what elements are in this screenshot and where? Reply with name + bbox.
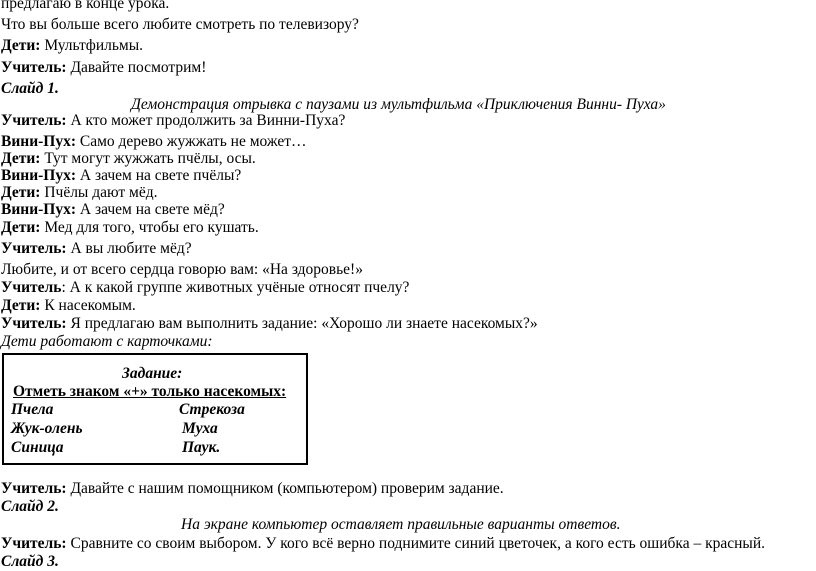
- task-title: Задание:: [122, 365, 183, 382]
- card-item: Синица: [11, 439, 64, 456]
- speaker-label: Учитель:: [1, 240, 67, 257]
- speech-text: Давайте с нашим помощником (компьютером) проверим задание.: [66, 480, 504, 497]
- text-line: предлагаю в конце урока.: [1, 0, 170, 12]
- card-item: Муха: [182, 420, 218, 437]
- speech-text: Я предлагаю вам выполнить задание: «Хорошо ли знаете насекомых?»: [66, 315, 538, 332]
- card-item: Паук.: [182, 439, 221, 456]
- dialogue-line: [1, 37, 143, 55]
- speaker-label: Учитель:: [1, 59, 67, 76]
- dialogue-line: [1, 167, 241, 185]
- card-item: Жук-олень: [11, 420, 83, 437]
- speech-text: А зачем на свете пчёлы?: [76, 167, 242, 184]
- dialogue-line: [1, 219, 259, 237]
- text-line: Любите, и от всего сердца говорю вам: «На здоровье!»: [1, 261, 363, 278]
- speech-text: Тут могут жужжать пчёлы, осы.: [40, 150, 256, 167]
- dialogue-line: [1, 184, 157, 202]
- task-instruction: Отметь знаком «+» только насекомых:: [13, 383, 287, 400]
- speaker-label: Дети:: [1, 150, 41, 167]
- stage-direction: На экране компьютер оставляет правильные варианты ответов.: [181, 516, 621, 533]
- slide-label: Слайд 1.: [1, 80, 59, 97]
- speech-text: Мед для того, чтобы его кушать.: [40, 219, 259, 236]
- speech-text: Сравните со своим выбором. У кого всё верно поднимите синий цветочек, а кого есть ошибка – красный.: [66, 535, 766, 552]
- speech-text: К насекомым.: [40, 297, 136, 314]
- speaker-label: Учитель:: [1, 535, 67, 552]
- dialogue-line: [1, 240, 192, 258]
- card-item: Пчела: [11, 401, 54, 418]
- speech-text: Давайте посмотрим!: [66, 59, 207, 76]
- dialogue-line: [1, 150, 256, 168]
- slide-label: Слайд 3.: [1, 553, 59, 570]
- stage-direction: Демонстрация отрывка с паузами из мультфильма «Приключения Винни- Пуха»: [131, 96, 666, 113]
- speaker-label: Дети:: [1, 297, 41, 314]
- dialogue-line: [1, 112, 345, 130]
- speaker-label: Дети:: [1, 184, 41, 201]
- speaker-label: Вини-Пух:: [1, 133, 77, 150]
- dialogue-line: [1, 133, 307, 151]
- speech-text: А кто может продолжить за Винни-Пуха?: [66, 112, 346, 129]
- speaker-label: Учитель: [1, 279, 62, 296]
- slide-label: Слайд 2.: [1, 498, 59, 515]
- speech-text: Само дерево жужжать не может…: [76, 133, 307, 150]
- speaker-label: Учитель:: [1, 480, 67, 497]
- dialogue-line: [1, 279, 409, 297]
- dialogue-line: [1, 480, 504, 498]
- stage-direction: Дети работают с карточками:: [1, 333, 213, 350]
- speech-text: А зачем на свете мёд?: [76, 201, 225, 218]
- dialogue-line: [1, 297, 136, 315]
- speech-text: Пчёлы дают мёд.: [40, 184, 158, 201]
- speech-text: : А к какой группе животных учёные относят пчелу?: [61, 279, 410, 296]
- speaker-label: Учитель:: [1, 112, 67, 129]
- question-line: Что вы больше всего любите смотреть по телевизору?: [1, 16, 359, 33]
- speech-text: А вы любите мёд?: [66, 240, 192, 257]
- dialogue-line: [1, 535, 765, 553]
- task-card: [2, 353, 308, 465]
- speaker-label: Вини-Пух:: [1, 201, 77, 218]
- dialogue-line: [1, 201, 225, 219]
- card-item: Стрекоза: [179, 401, 245, 418]
- speaker-label: Учитель:: [1, 315, 67, 332]
- speech-text: Мультфильмы.: [40, 37, 144, 54]
- speaker-label: Дети:: [1, 37, 41, 54]
- dialogue-line: [1, 315, 538, 333]
- speaker-label: Дети:: [1, 219, 41, 236]
- dialogue-line: [1, 59, 206, 77]
- speaker-label: Вини-Пух:: [1, 167, 77, 184]
